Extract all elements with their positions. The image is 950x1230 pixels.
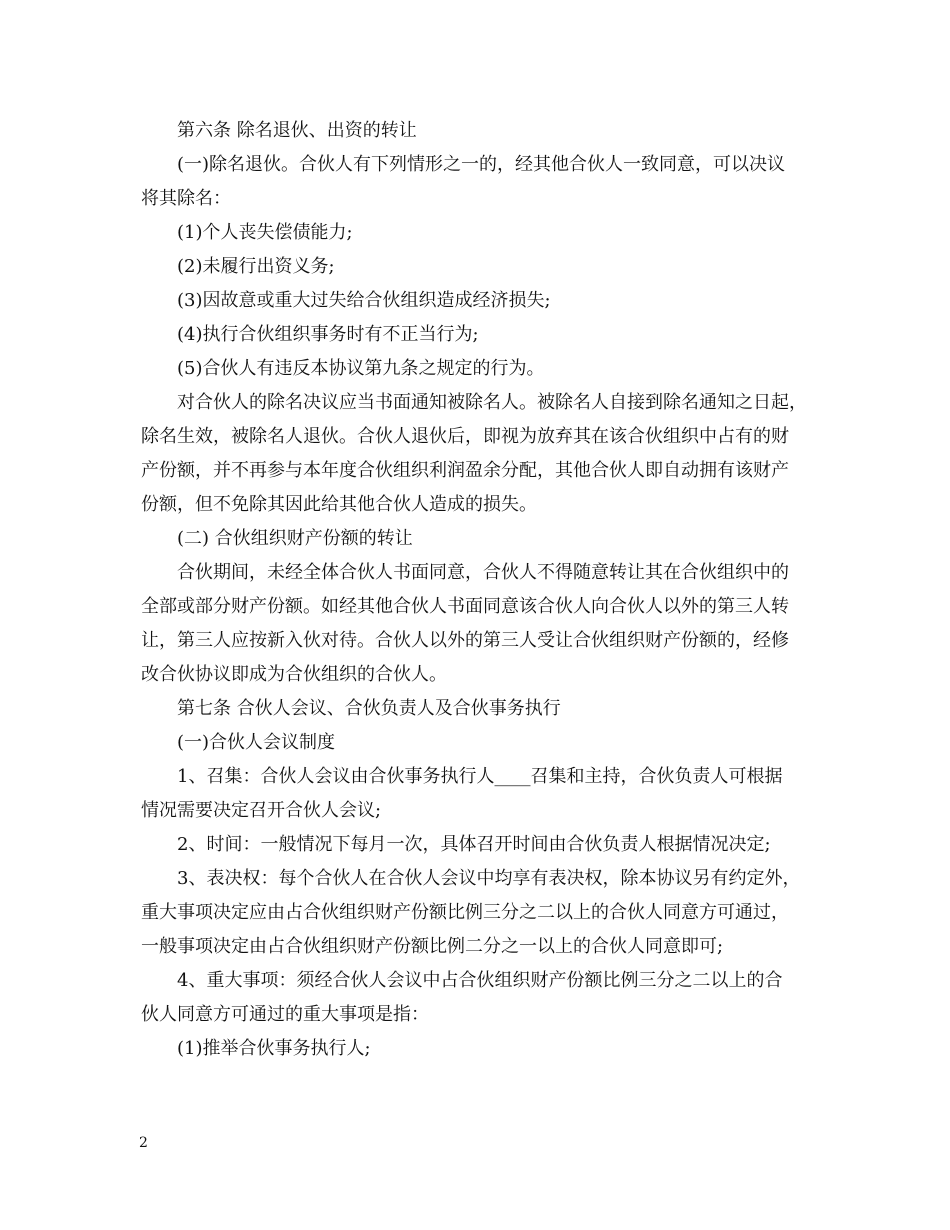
text-line: 全部或部分财产份额。如经其他合伙人书面同意该合伙人向合伙人以外的第三人转 — [141, 596, 789, 617]
text-line: (5)合伙人有违反本协议第九条之规定的行为。 — [177, 358, 545, 379]
text-line: 份额，但不免除其因此给其他合伙人造成的损失。 — [141, 494, 537, 515]
text-line: 除名生效，被除名人退伙。合伙人退伙后，即视为放弃其在该合伙组织中占有的财 — [141, 426, 789, 447]
text-line: (1)个人丧失偿债能力; — [177, 222, 353, 243]
text-line: (3)因故意或重大过失给合伙组织造成经济损失; — [177, 290, 551, 311]
text-line: 合伙期间，未经全体合伙人书面同意，合伙人不得随意转让其在合伙组织中的 — [177, 562, 789, 583]
text-line: 一般事项决定由占合伙组织财产份额比例二分之一以上的合伙人同意即可; — [141, 936, 724, 957]
text-line: (1)推举合伙事务执行人; — [177, 1038, 371, 1059]
text-line: (一)合伙人会议制度 — [177, 732, 336, 753]
text-line: 改合伙协议即成为合伙组织的合伙人。 — [141, 664, 447, 685]
text-line: (一)除名退伙。合伙人有下列情形之一的，经其他合伙人一致同意，可以决议 — [177, 154, 786, 175]
text-line: 让，第三人应按新入伙对待。合伙人以外的第三人受让合伙组织财产份额的，经修 — [141, 630, 789, 651]
text-line: 第六条 除名退伙、出资的转让 — [177, 120, 417, 141]
text-line: 1、召集：合伙人会议由合伙事务执行人____召集和主持，合伙负责人可根据 — [177, 766, 783, 787]
text-line: 2、时间：一般情况下每月一次，具体召开时间由合伙负责人根据情况决定; — [177, 834, 771, 855]
text-line: 产份额，并不再参与本年度合伙组织利润盈余分配，其他合伙人即自动拥有该财产 — [141, 460, 789, 481]
text-line: 将其除名： — [141, 188, 231, 209]
text-line: 伙人同意方可通过的重大事项是指： — [141, 1004, 429, 1025]
text-line: 第七条 合伙人会议、合伙负责人及合伙事务执行 — [177, 698, 561, 719]
text-line: 对合伙人的除名决议应当书面通知被除名人。被除名人自接到除名通知之日起， — [177, 392, 807, 413]
text-line: 重大事项决定应由占合伙组织财产份额比例三分之二以上的合伙人同意方可通过， — [141, 902, 789, 923]
text-line: 情况需要决定召开合伙人会议; — [141, 800, 382, 821]
text-line: 3、表决权：每个合伙人在合伙人会议中均享有表决权，除本协议另有约定外， — [177, 868, 801, 889]
text-line: 4、重大事项：须经合伙人会议中占合伙组织财产份额比例三分之二以上的合 — [177, 970, 783, 991]
text-line: (二) 合伙组织财产份额的转让 — [177, 528, 413, 549]
text-line: (4)执行合伙组织事务时有不正当行为; — [177, 324, 479, 345]
document-body — [141, 114, 813, 1066]
text-line: (2)未履行出资义务; — [177, 256, 335, 277]
page-number: 2 — [139, 1135, 148, 1151]
